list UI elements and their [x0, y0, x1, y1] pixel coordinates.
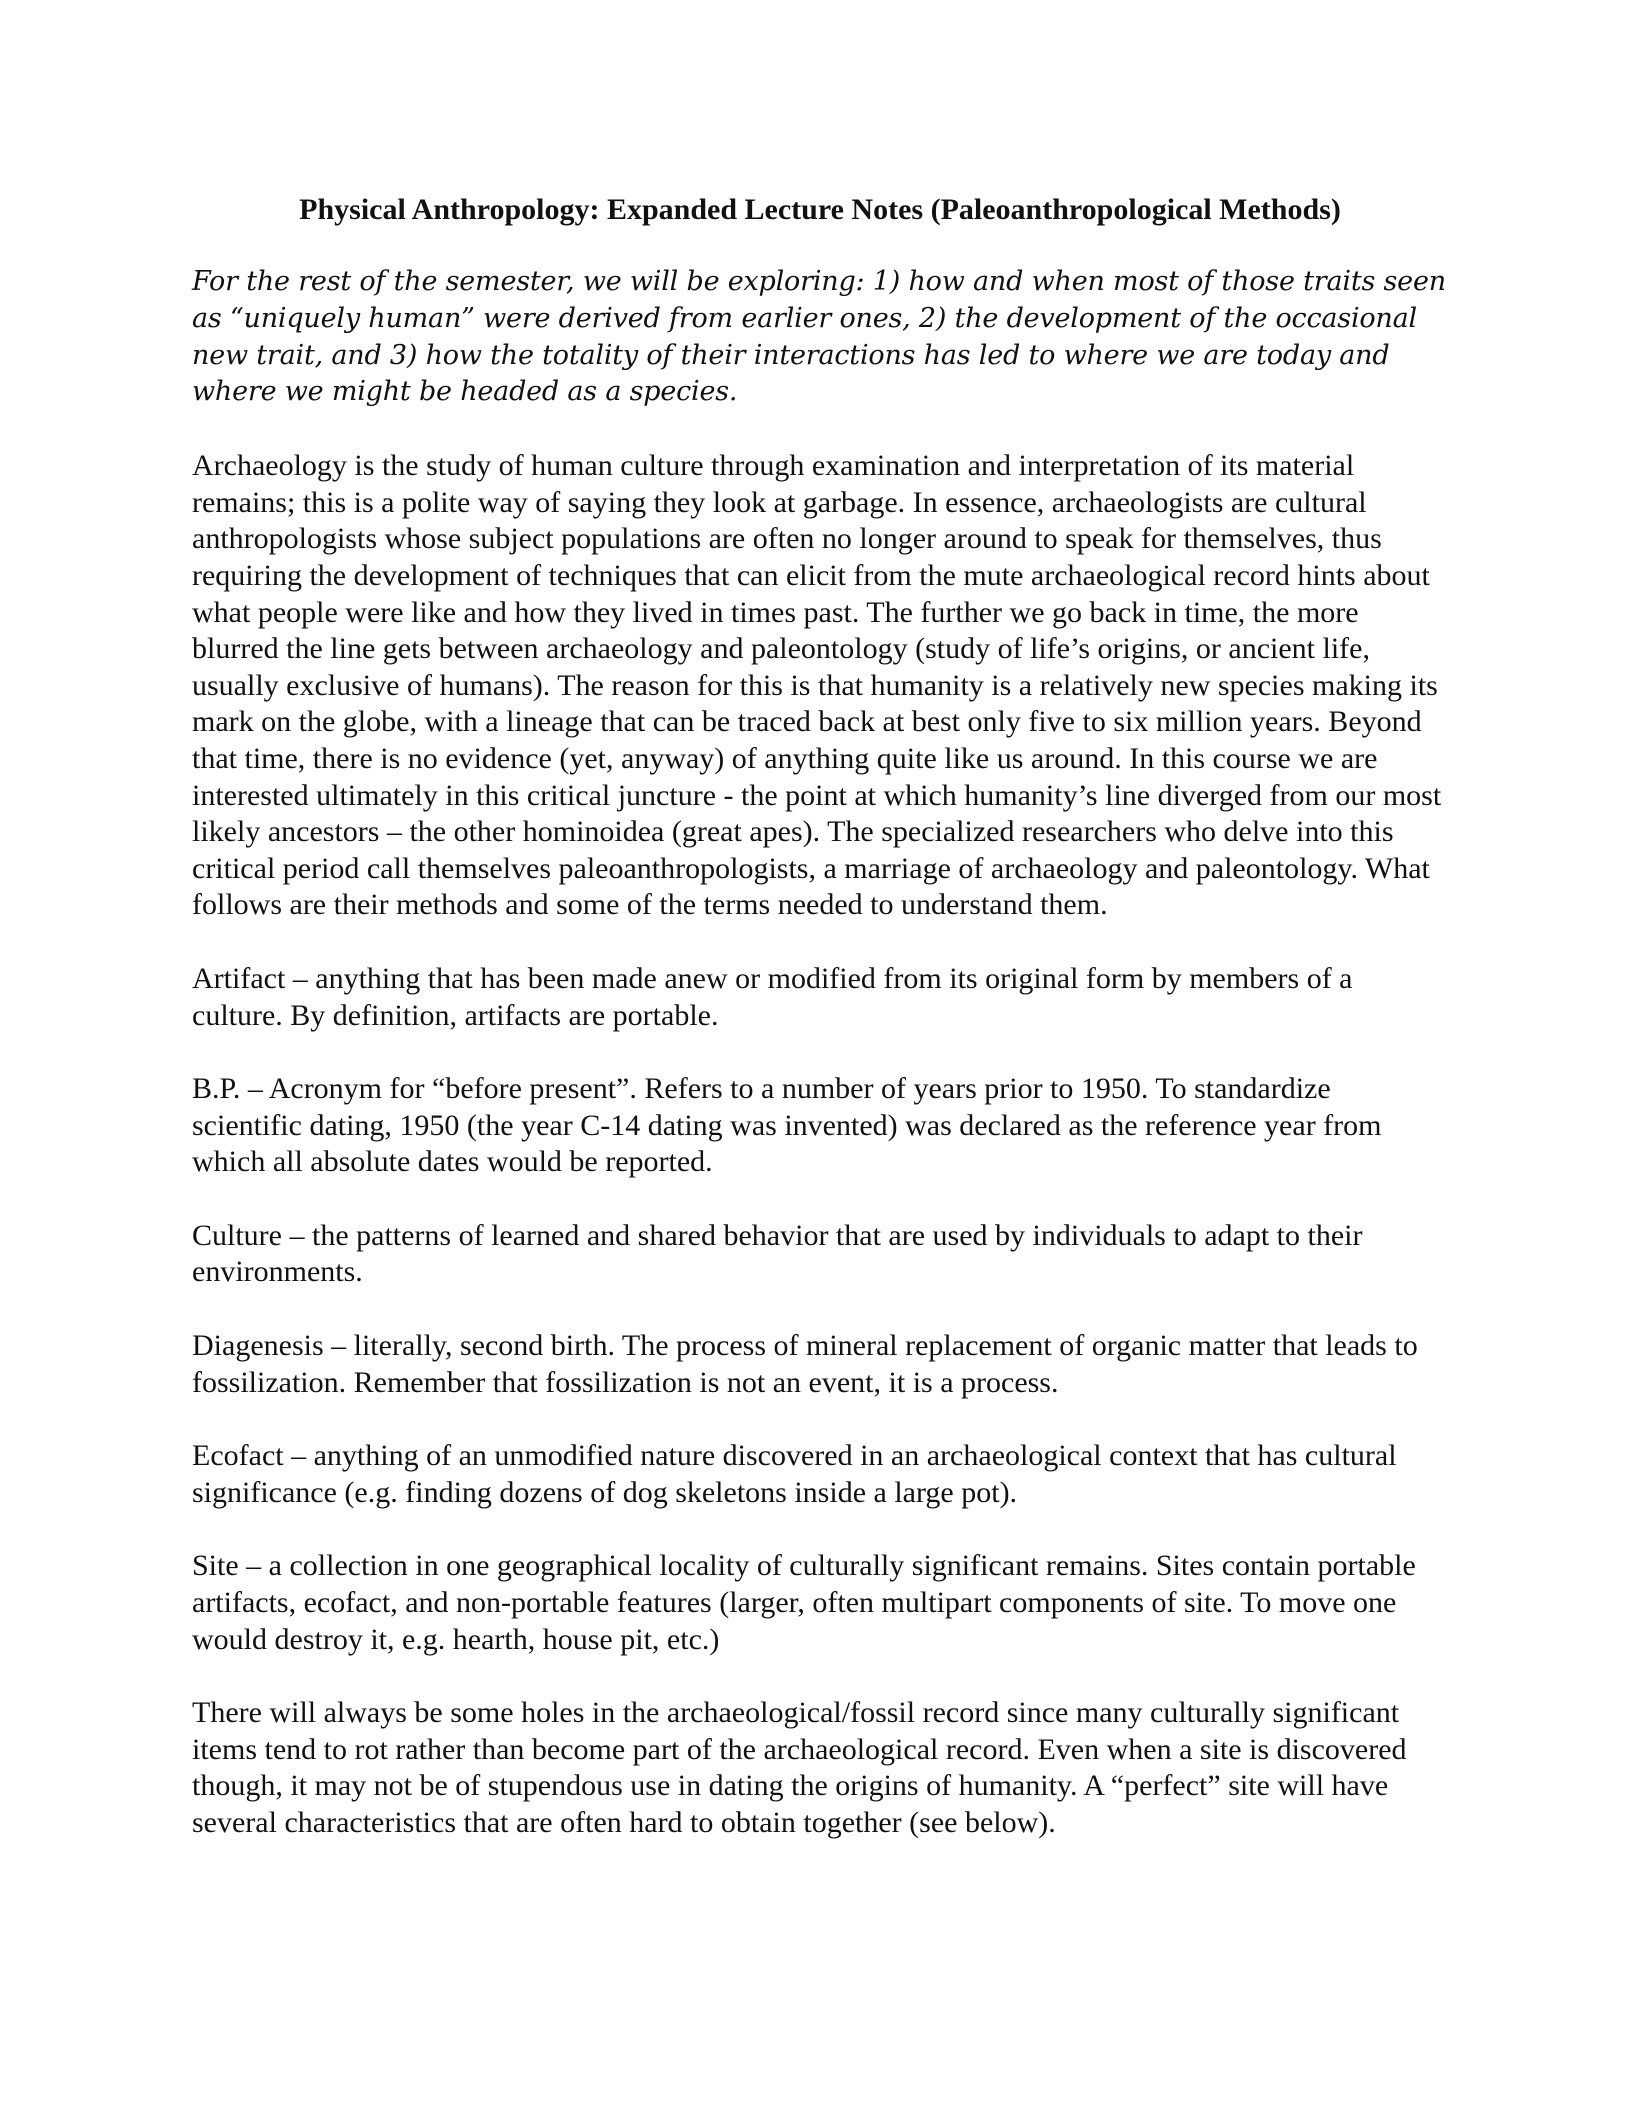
paragraph-artifact-definition: Artifact – anything that has been made anew or modified from its original form by members of a culture. By definition, artifacts are portable. — [192, 961, 1353, 1032]
page-content — [192, 192, 1448, 1879]
paragraph-bp-definition: B.P. – Acronym for “before present”. Refers to a number of years prior to 1950. To standardize scientific dating, 1950 (the year C-14 dating was invented) was declared as the reference year from which all absolute dates would be reported. — [192, 1072, 1382, 1179]
paragraph-archaeology: Archaeology is the study of human culture through examination and interpretation of its material remains; this is a polite way of saying they look at garbage. In essence, archaeologists are cultural anthropologists whose subject populations are often no longer around to speak for themselves, thus requiring the development of techniques that can elicit from the mute archaeological record hints about what people were like and how they lived in times past. The further we go back in time, the more blurred the line gets between archaeology and paleontology (study of life’s origins, or ancient life, usually exclusive of humans). The reason for this is that humanity is a relatively new species making its mark on the globe, with a lineage that can be traced back at best only five to six million years. Beyond that time, there is no evidence (yet, anyway) of anything quite like us around. In this course we are interested ultimately in this critical juncture - the point at which humanity’s line diverged from our most likely ancestors – the other hominoidea (great apes). The specialized researchers who delve into this critical period call themselves paleoanthropologists, a marriage of archaeology and paleontology. What follows are their methods and some of the terms needed to understand them. — [192, 449, 1442, 922]
paragraph-site-definition: Site – a collection in one geographical locality of culturally significant remains. Sites contain portable artifacts, ecofact, and non-portable features (larger, often multipart components of site. To move one would destroy it, e.g. hearth, house pit, etc.) — [192, 1549, 1416, 1656]
paragraph-record-gaps: There will always be some holes in the archaeological/fossil record since many culturally significant items tend to rot rather than become part of the archaeological record. Even when a site is discovered though, it may not be of stupendous use in dating the origins of humanity. A “perfect” site will have several characteristics that are often hard to obtain together (see below). — [192, 1696, 1407, 1839]
paragraph-ecofact-definition: Ecofact – anything of an unmodified nature discovered in an archaeological context that has cultural significance (e.g. finding dozens of dog skeletons inside a large pot). — [192, 1439, 1397, 1509]
paragraph-culture-definition: Culture – the patterns of learned and shared behavior that are used by individuals to adapt to their environments. — [192, 1218, 1363, 1289]
page-title: Physical Anthropology: Expanded Lecture Notes (Paleoanthropological Methods) — [299, 193, 1341, 226]
paragraph-diagenesis-definition: Diagenesis – literally, second birth. The process of mineral replacement of organic matter that leads to fossilization. Remember that fossilization is not an event, it is a process. — [192, 1329, 1418, 1399]
intro-paragraph: For the rest of the semester, we will be exploring: 1) how and when most of those traits seen as “uniquely human” were derived from earlier ones, 2) the development of the occasional new trait, and 3) how the totality of their interactions has led to where we are today and where we might be headed as a species. — [192, 266, 1446, 408]
